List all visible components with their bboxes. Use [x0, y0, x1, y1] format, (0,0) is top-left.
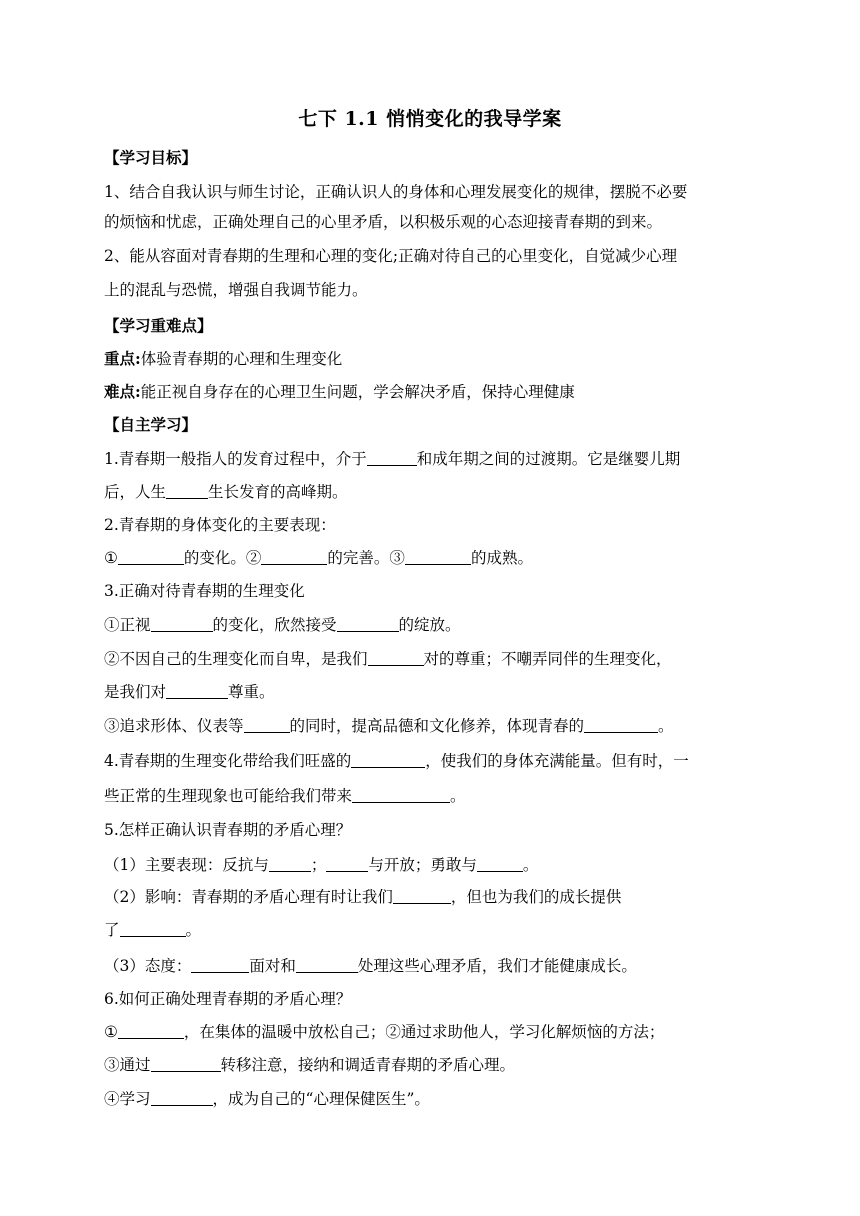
q3-line-4	[104, 716, 674, 736]
q6-text-d: 转移注意，接纳和调适青春期的矛盾心理。	[220, 1056, 516, 1074]
q3-text-c: 的绽放。	[398, 616, 461, 634]
q5-text-d: 。	[522, 856, 539, 874]
q2-text-c: 的完善。③	[327, 549, 405, 567]
q5-blank-5[interactable]	[120, 922, 186, 937]
q3-text-j: 。	[658, 717, 674, 735]
q3-blank-1[interactable]	[151, 617, 213, 632]
q4-text-c: 些正常的生理现象也可能给我们带来	[104, 787, 353, 805]
q5-text-h: 。	[185, 921, 202, 939]
q5-text-a: （1）主要表现：反抗与	[104, 856, 269, 874]
difficulty-point	[104, 382, 575, 402]
q5-line-4	[104, 956, 637, 976]
goal-2-line-2: 上的混乱与恐慌，增强自我调节能力。	[104, 281, 368, 299]
q6-blank-3[interactable]	[151, 1091, 213, 1106]
q6-text-f: ，成为自己的“心理保健医生”。	[212, 1090, 430, 1108]
q3-text-i: 的同时，提高品德和文化修养，体现青春的	[289, 717, 585, 735]
q5-text-b: ；	[310, 856, 327, 874]
q3-text-b: 的变化，欣然接受	[212, 616, 337, 634]
q4-text-d: 。	[450, 787, 466, 805]
q6-line-1	[104, 1022, 664, 1042]
difficulty-text: 能正视自身存在的心理卫生问题，学会解决矛盾，保持心理健康	[140, 383, 575, 401]
q5-blank-6[interactable]	[191, 958, 249, 973]
focus-point	[104, 349, 342, 369]
q5-text-k: 处理这些心理矛盾，我们才能健康成长。	[357, 957, 637, 975]
q5-text-g: 了	[104, 921, 120, 939]
q1-line-2	[104, 482, 348, 502]
q6-text-a: ①	[104, 1023, 118, 1041]
q5-blank-1[interactable]	[269, 857, 311, 872]
q5-text-j: 面对和	[249, 957, 296, 975]
q5-text-f: ，但也为我们的成长提供	[450, 888, 622, 906]
q6-heading: 6.如何正确处理青春期的矛盾心理？	[104, 990, 352, 1008]
q3-blank-5[interactable]	[244, 718, 290, 733]
q1-blank-2[interactable]	[166, 484, 208, 499]
q6-blank-1[interactable]	[118, 1024, 184, 1039]
q5-heading: 5.怎样正确认识青春期的矛盾心理？	[104, 821, 352, 839]
q5-line-2	[104, 887, 621, 907]
q3-text-h: ③追求形体、仪表等	[104, 717, 244, 735]
q2-blank-1[interactable]	[118, 550, 184, 565]
q6-line-2	[104, 1055, 515, 1075]
q2-line	[104, 548, 533, 568]
q1-text-c: 后，人生	[104, 483, 167, 501]
q1-text-d: 生长发育的高峰期。	[208, 483, 348, 501]
q3-text-a: ①正视	[104, 616, 151, 634]
q3-text-f: 是我们对	[104, 683, 167, 701]
focus-label: 重点:	[104, 349, 141, 368]
q6-line-3	[104, 1089, 430, 1109]
q1-line-1	[104, 449, 680, 469]
q5-text-e: （2）影响：青春期的矛盾心理有时让我们	[104, 888, 393, 906]
q4-line-2	[104, 786, 466, 806]
q6-text-e: ④学习	[104, 1090, 151, 1108]
focus-text: 体验青春期的心理和生理变化	[140, 350, 343, 368]
difficulty-label: 难点:	[104, 382, 141, 401]
goal-2-line-1: 2、能从容面对青春期的生理和心理的变化;正确对待自己的心里变化，自觉减少心理	[104, 247, 678, 265]
q4-line-1	[104, 751, 689, 771]
q6-text-b: ，在集体的温暖中放松自己；②通过求助他人，学习化解烦恼的方法；	[183, 1023, 665, 1041]
q3-line-3	[104, 682, 275, 702]
q4-blank-1[interactable]	[351, 753, 425, 768]
q1-blank-1[interactable]	[367, 451, 417, 466]
q3-blank-3[interactable]	[368, 651, 424, 666]
q5-text-i: （3）态度：	[104, 957, 192, 975]
q5-text-c: 与开放；勇敢与	[368, 856, 477, 874]
q4-text-a: 4.青春期的生理变化带给我们旺盛的	[104, 752, 352, 770]
q5-blank-4[interactable]	[393, 889, 451, 904]
q3-text-g: 尊重。	[228, 683, 275, 701]
section-heading-key-points: 【学习重难点】	[104, 316, 213, 335]
q3-line-2	[104, 649, 672, 669]
q6-blank-2[interactable]	[151, 1057, 221, 1072]
q3-text-e: 对的尊重；不嘲弄同伴的生理变化，	[423, 650, 672, 668]
section-heading-goals: 【学习目标】	[104, 148, 198, 167]
q2-blank-2[interactable]	[261, 550, 327, 565]
section-heading-self-study: 【自主学习】	[104, 415, 198, 434]
q4-blank-2[interactable]	[352, 788, 450, 803]
q2-text-d: 的成熟。	[470, 549, 533, 567]
q3-blank-2[interactable]	[337, 617, 399, 632]
page-title: 七下 1.1 悄悄变化的我导学案	[298, 108, 562, 130]
q5-blank-3[interactable]	[477, 857, 523, 872]
q3-text-d: ②不因自己的生理变化而自卑，是我们	[104, 650, 368, 668]
q5-blank-7[interactable]	[296, 958, 358, 973]
q2-heading: 2.青春期的身体变化的主要表现：	[104, 516, 336, 534]
q5-line-3	[104, 920, 201, 940]
q3-blank-4[interactable]	[166, 684, 228, 699]
q3-blank-6[interactable]	[584, 718, 658, 733]
q2-blank-3[interactable]	[405, 550, 471, 565]
q3-heading: 3.正确对待青春期的生理变化	[104, 582, 305, 600]
q6-text-c: ③通过	[104, 1056, 151, 1074]
q1-text-b: 和成年期之间的过渡期。它是继婴儿期	[416, 450, 681, 468]
q2-text-a: ①	[104, 549, 118, 567]
q5-blank-2[interactable]	[326, 857, 368, 872]
q1-text-a: 1.青春期一般指人的发育过程中，介于	[104, 450, 367, 468]
q2-text-b: 的变化。②	[183, 549, 262, 567]
goal-1-line-1: 1、结合自我认识与师生讨论，正确认识人的身体和心理发展变化的规律，摆脱不必要	[104, 183, 688, 201]
q5-line-1	[104, 855, 538, 875]
q3-line-1	[104, 615, 461, 635]
q4-text-b: ，使我们的身体充满能量。但有时，一	[425, 752, 689, 770]
goal-1-line-2: 的烦恼和忧虑，正确处理自己的心里矛盾，以积极乐观的心态迎接青春期的到来。	[104, 213, 663, 231]
